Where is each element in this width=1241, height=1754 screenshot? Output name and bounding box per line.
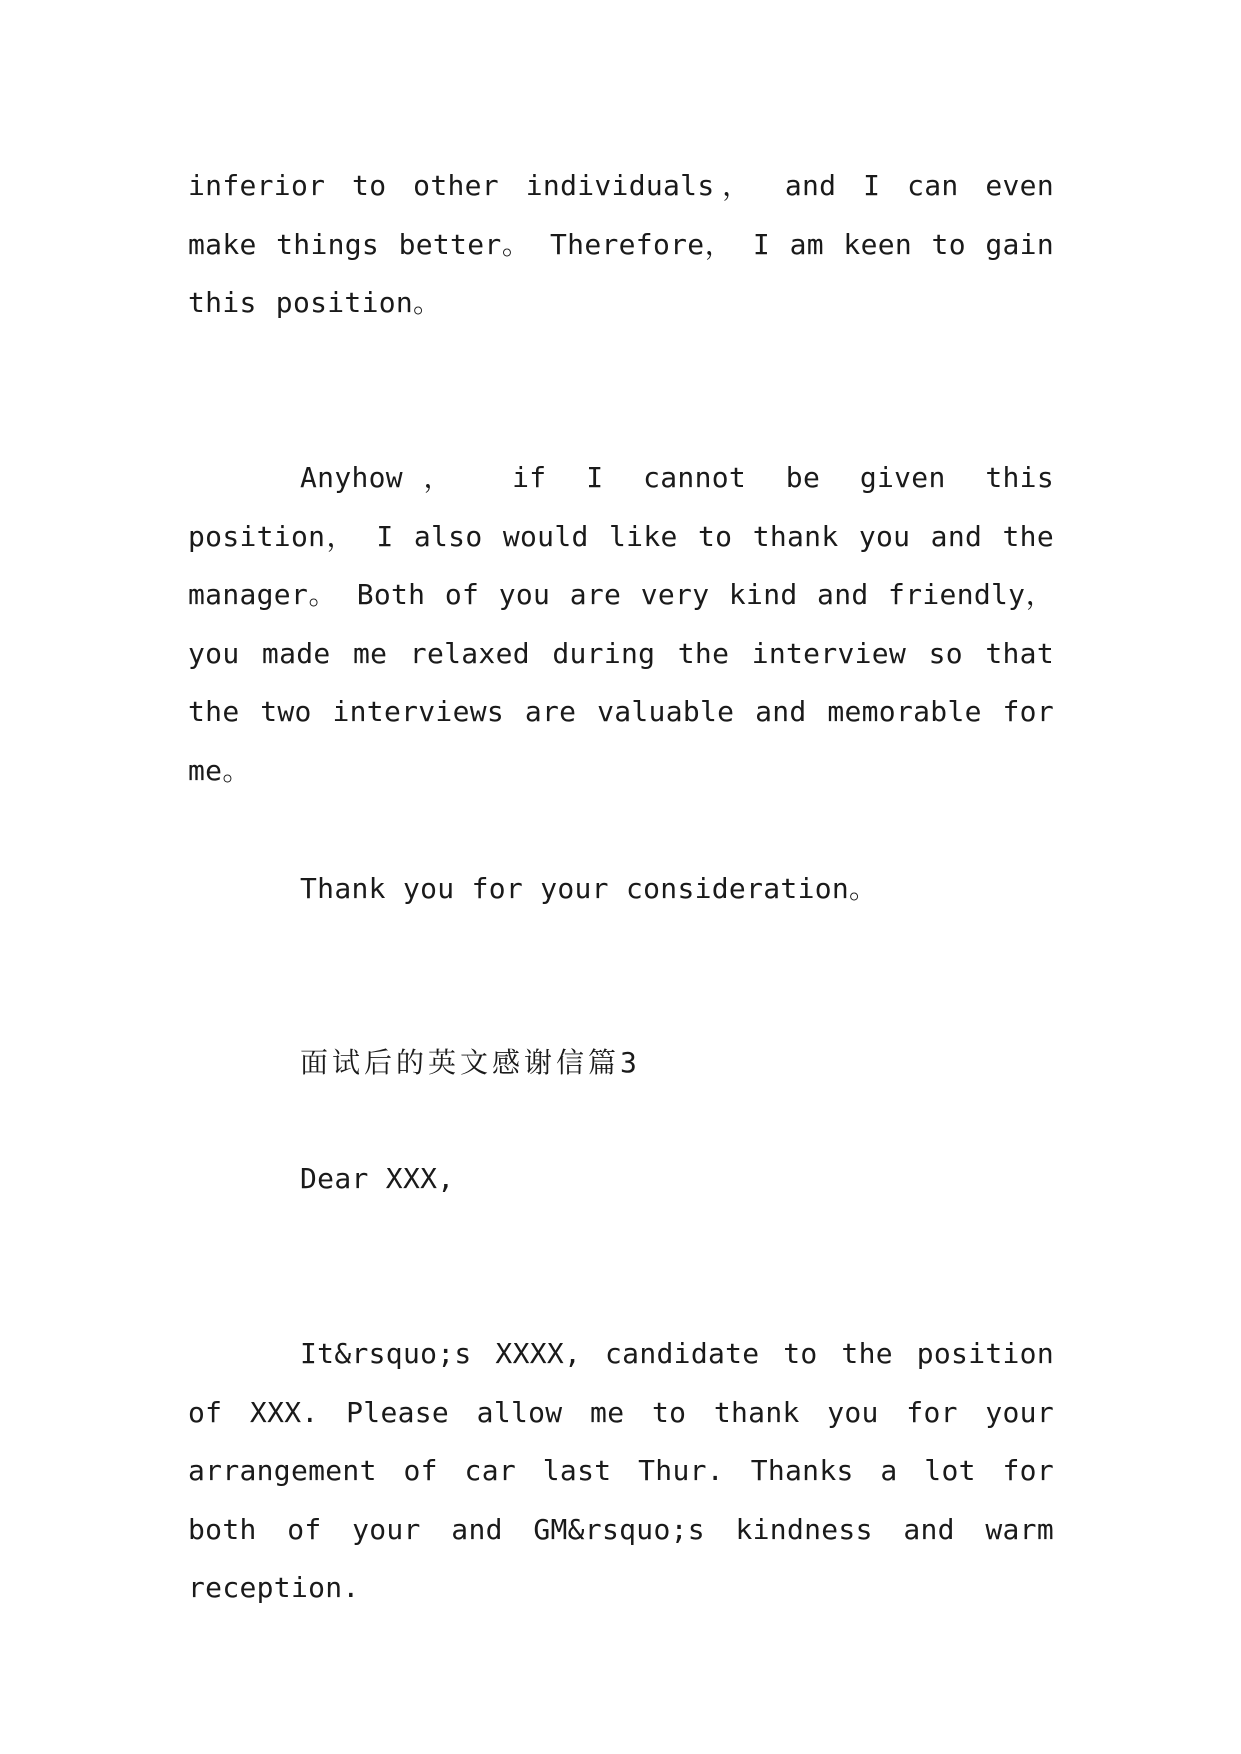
- paragraph-anyhow: Anyhow， if I cannot be given this position， I also would like to thank you and the manager。 Both of you are very kind and friendly， you made me relaxed during the interview so that the two interviews are valuable and memorable for me。: [188, 461, 1054, 787]
- closing-thanks-line: Thank you for your consideration。: [300, 872, 878, 905]
- section-heading: 面试后的英文感谢信篇3: [300, 1046, 641, 1079]
- paragraph-letter-body: It&rsquo;s XXXX, candidate to the position of XXX. Please allow me to thank you for your arrangement of car last Thur. Thanks a lot for both of your and GM&rsquo;s kindness and warm reception.: [188, 1337, 1054, 1604]
- paragraph-continuation: inferior to other individuals， and I can even make things better。 Therefore， I am keen to gain this position。: [188, 169, 1054, 319]
- salutation: Dear XXX,: [300, 1162, 455, 1195]
